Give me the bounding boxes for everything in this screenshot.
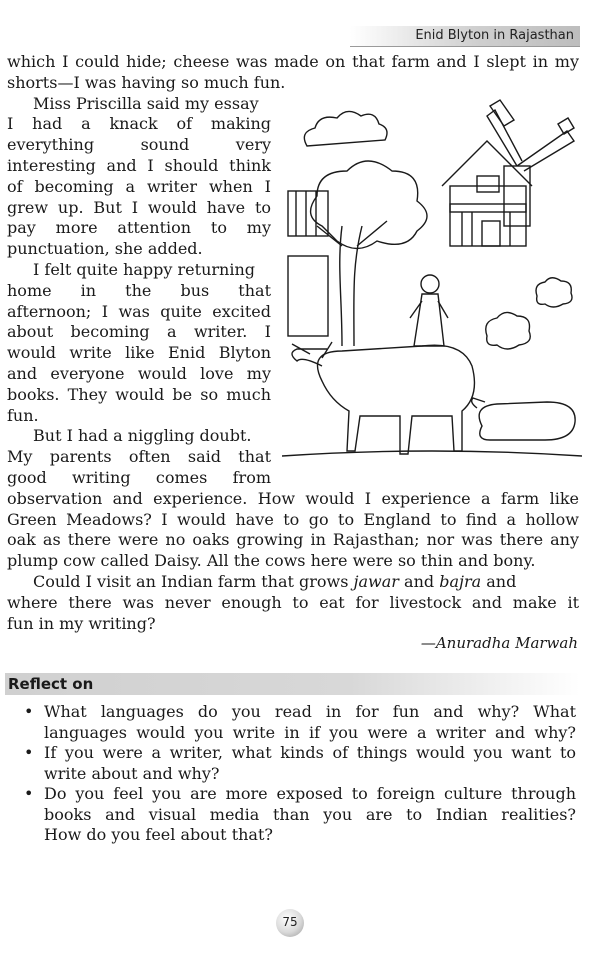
sheep-shape [486,278,572,349]
passage-line: Miss Priscilla said my essay [33,93,259,113]
list-item-line: What languages do you read in for fun and why? What [44,702,576,721]
list-item-line: If you were a writer, what kinds of things would you want to [44,743,576,762]
passage-line: afternoon; I was quite excited [7,301,271,321]
passage-line: home in the bus that [7,280,271,300]
passage-line: Green Meadows? I would have to go to England to find a hollow [7,509,579,529]
passage-line: and everyone would love my [7,363,271,383]
passage-line: good writing comes from [7,467,271,487]
list-item [20,784,576,846]
shed-shape [288,191,328,336]
passage-line: interesting and I should think [7,155,271,175]
list-item-line: Do you feel you are more exposed to foreign culture through [44,784,576,803]
passage-line: about becoming a writer. I [7,322,271,342]
passage-line: plump cow called Daisy. All the cows here were so thin and bony. [7,551,536,571]
passage-line: observation and experience. How would I experience a farm like [7,488,579,508]
running-header [350,26,580,47]
farm-illustration [282,96,582,466]
windmill-shape [487,100,574,226]
passage-line: My parents often said that [7,447,271,467]
header-title: Enid Blyton in Rajasthan [415,28,574,43]
passage-line: pay more attention to my [7,218,271,238]
page-number-badge [276,909,304,937]
bullet-marker: • [24,743,34,762]
passage-line: of becoming a writer when I [7,176,271,196]
passage-line: everything sound very [7,135,271,155]
passage-line: I had a knack of making [7,114,271,134]
list-item-line: write about and why? [44,763,220,783]
passage-line: punctuation, she added. [7,239,203,259]
passage-line: I felt quite happy returning [33,259,255,279]
page-number: 75 [282,915,298,929]
bullet-marker: • [24,702,34,721]
farmhouse-shape [442,141,532,246]
cloud-shape [304,111,387,146]
reflect-list [20,702,576,846]
ground-line [282,451,582,456]
cow-shape [292,342,474,454]
bullet-marker: • [24,784,34,803]
passage-line: grew up. But I would have to [7,197,271,217]
passage-line: where there was never enough to eat for livestock and make it [7,592,579,612]
calf-shape [472,398,575,440]
girl-figure [410,275,448,346]
text-run: and [398,571,440,591]
list-item-line: How do you feel about that? [44,825,273,844]
passage-line: fun. [7,405,39,425]
passage-line: oak as there were no oaks growing in Rajasthan; nor was there any [7,530,579,550]
passage-line: would write like Enid Blyton [7,343,271,363]
term-jawar: jawar [353,571,399,591]
passage-line: But I had a niggling doubt. [33,426,252,446]
list-item [20,743,576,784]
passage-line [7,572,579,593]
reflect-title: Reflect on [8,675,94,693]
list-item-line: books and visual media than you are to Indian realities? [44,804,576,824]
reflect-heading-bar [5,673,580,695]
passage-line: which I could hide; cheese was made on that farm and I slept in my [7,52,579,71]
list-item-line: languages would you write in if you were a writer and why? [44,722,576,742]
passage-line: shorts—I was having so much fun. [7,72,286,92]
list-item [20,702,576,743]
passage-line: books. They would be so much [7,384,271,404]
text-run: and [481,571,517,591]
text-run: Could I visit an Indian farm that grows [33,571,354,591]
author-attribution: —Anuradha Marwah [420,634,578,652]
term-bajra: bajra [439,571,482,591]
passage-line: fun in my writing? [7,613,156,633]
